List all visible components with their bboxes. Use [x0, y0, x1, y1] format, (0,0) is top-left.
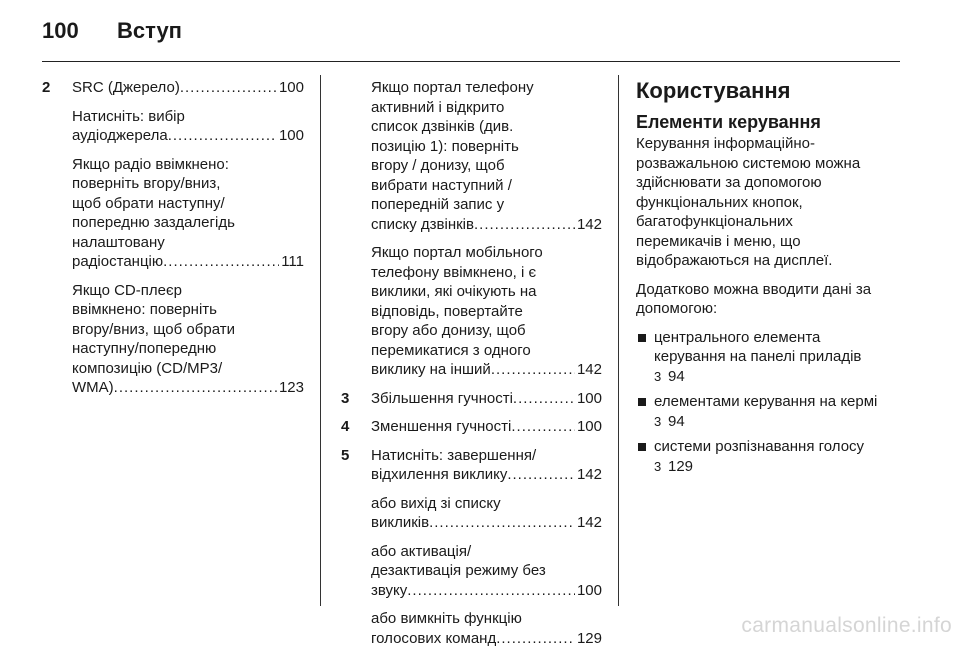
text-line: вибрати наступний /	[371, 176, 512, 194]
entry-paragraph	[72, 78, 304, 98]
text-line: здійснювати за допомогою	[636, 174, 822, 191]
page-reference-link[interactable]	[654, 367, 685, 387]
leader-dots	[507, 465, 575, 485]
cross-reference-arrow-icon: 3	[654, 368, 662, 384]
page-ref: 142	[576, 361, 602, 378]
bullet-square-icon	[638, 443, 646, 451]
cross-reference-arrow-icon: 3	[654, 458, 662, 474]
entry-paragraph	[371, 243, 602, 380]
text-line: попередній запис у	[371, 196, 505, 213]
toc-link[interactable]	[72, 252, 304, 272]
text-line: ввімкнено: поверніть	[72, 301, 217, 318]
entry-number: 4	[341, 418, 350, 435]
page-ref: 142	[576, 215, 602, 233]
text-line: функціональних кнопок,	[636, 193, 803, 211]
link-text: викликів	[371, 514, 430, 531]
leader-dots	[407, 581, 575, 601]
leader-dots	[511, 417, 575, 437]
text-line: розважальною системою можна	[636, 154, 861, 172]
page-ref: 142	[576, 514, 602, 531]
page-ref: 129	[668, 457, 694, 475]
text-line: налаштовану	[72, 233, 165, 251]
page-ref: 100	[278, 79, 304, 96]
page-ref: 100	[576, 418, 602, 435]
page-reference-link[interactable]	[654, 457, 693, 477]
toc-link[interactable]	[371, 465, 602, 485]
entry-number: 2	[42, 79, 51, 96]
entry-number: 3	[341, 389, 350, 407]
section-title: Користування	[636, 78, 791, 103]
page-ref: 111	[281, 253, 304, 270]
bullet-square-icon	[638, 398, 646, 406]
entry-paragraph	[371, 542, 602, 601]
text-line: вгору / донизу, щоб	[371, 157, 505, 174]
page-ref: 123	[278, 379, 304, 396]
toc-link[interactable]	[371, 513, 602, 533]
toc-entry	[341, 417, 602, 437]
text-line: телефону ввімкнено, і є	[371, 263, 537, 281]
page-ref: 142	[576, 466, 602, 483]
toc-link[interactable]	[371, 360, 602, 380]
entry-paragraph	[72, 107, 304, 146]
text-line: або вимкніть функцію	[371, 610, 522, 627]
text-line: відповідь, повертайте	[371, 302, 523, 320]
entry-paragraph	[72, 281, 304, 398]
bullet-item	[636, 392, 900, 431]
toc-link[interactable]	[371, 215, 602, 235]
text-line: багатофункціональних	[636, 213, 793, 230]
text-line: поверніть вгору/вниз,	[72, 175, 221, 192]
text-line: перемикатися з одного	[371, 341, 531, 359]
text-line: центрального елемента	[654, 328, 821, 346]
text-line: елементами керування на кермі	[654, 393, 878, 410]
toc-link[interactable]	[371, 417, 602, 437]
input-paragraph	[636, 280, 900, 319]
page-ref: 100	[576, 581, 602, 599]
header-divider	[42, 61, 900, 62]
entry-paragraph	[371, 609, 602, 648]
text-line: відображаються на дисплеї.	[636, 252, 833, 269]
leader-dots	[491, 360, 575, 380]
text-line: композицію (CD/MP3/	[72, 359, 223, 377]
link-text: WMA)	[72, 379, 114, 396]
subsection-title: Елементи керування	[636, 112, 821, 132]
intro-paragraph	[636, 134, 900, 271]
toc-entry	[341, 446, 602, 649]
column-1	[42, 78, 304, 407]
page-ref: 100	[278, 127, 304, 144]
link-text: голосових команд	[371, 629, 497, 647]
entry-paragraph	[371, 417, 602, 437]
text-line: виклики, які очікують на	[371, 283, 537, 300]
leader-dots	[474, 215, 575, 235]
page-number: 100	[42, 18, 79, 43]
column-divider-2	[618, 75, 619, 606]
text-line: Якщо портал мобільного	[371, 244, 543, 261]
link-text: списку дзвінків	[371, 215, 474, 233]
text-line: системи розпізнавання голосу	[654, 438, 865, 455]
text-line: або вихід зі списку	[371, 494, 501, 512]
page-ref: 94	[668, 412, 685, 430]
cross-reference-arrow-icon: 3	[654, 413, 662, 429]
toc-link[interactable]	[371, 389, 602, 409]
text-line: Натисніть: вибір	[72, 107, 185, 125]
toc-link[interactable]	[72, 378, 304, 398]
toc-link[interactable]	[72, 126, 304, 146]
bullet-item	[636, 437, 900, 476]
text-line: Натисніть: завершення/	[371, 446, 537, 464]
leader-dots	[114, 378, 277, 398]
leader-dots	[168, 126, 277, 146]
entry-paragraph	[371, 389, 602, 409]
column-3	[636, 78, 900, 482]
page-ref: 100	[576, 389, 602, 407]
entry-paragraph	[371, 78, 602, 234]
text-line: або активація/	[371, 542, 472, 560]
text-line: дезактивація режиму без	[371, 562, 546, 579]
toc-link[interactable]	[72, 78, 304, 98]
entry-number: 5	[341, 446, 350, 464]
text-line: список дзвінків (див.	[371, 118, 514, 135]
page-ref: 129	[576, 629, 602, 647]
toc-link[interactable]	[371, 581, 602, 601]
text-line: перемикачів і меню, що	[636, 232, 801, 250]
link-text: SRC (Джерело)	[72, 79, 180, 96]
entry-paragraph	[371, 446, 602, 485]
text-line: Якщо CD-плеєр	[72, 281, 182, 299]
column-divider-1	[320, 75, 321, 606]
page-reference-link[interactable]	[654, 412, 685, 432]
text-line: Якщо радіо ввімкнено:	[72, 155, 229, 173]
link-text: аудіоджерела	[72, 127, 168, 144]
text-line: попередню заздалегідь	[72, 214, 235, 231]
text-line: наступну/попередню	[72, 340, 217, 357]
leader-dots	[496, 629, 575, 649]
toc-entry	[341, 78, 602, 380]
toc-entry	[341, 389, 602, 409]
text-line: керування на панелі приладів	[654, 348, 862, 365]
link-text: радіостанцію	[72, 253, 164, 270]
leader-dots	[180, 78, 277, 98]
entry-paragraph	[72, 155, 304, 272]
bullet-list	[636, 328, 900, 477]
page-ref: 94	[668, 367, 685, 385]
text-line: Якщо портал телефону	[371, 79, 534, 96]
leader-dots	[163, 252, 279, 272]
entry-paragraph	[371, 494, 602, 533]
text-line: допомогою:	[636, 300, 718, 317]
text-line: активний і відкрито	[371, 98, 505, 116]
column-2	[341, 78, 602, 657]
link-text: звуку	[371, 581, 408, 599]
text-line: позицію 1): поверніть	[371, 137, 519, 155]
chapter-title: Вступ	[117, 18, 182, 43]
text-line: вгору або донизу, щоб	[371, 322, 526, 339]
bullet-square-icon	[638, 334, 646, 342]
text-line: щоб обрати наступну/	[72, 194, 225, 212]
link-text: Зменшення гучності	[371, 418, 512, 435]
link-text: виклику на інший	[371, 361, 491, 378]
bullet-item	[636, 328, 900, 387]
leader-dots	[513, 389, 575, 409]
leader-dots	[429, 513, 575, 533]
text-line: Керування інформаційно-	[636, 135, 815, 152]
link-text: відхилення виклику	[371, 466, 508, 483]
text-line: вгору/вниз, щоб обрати	[72, 320, 235, 338]
watermark: carmanualsonline.info	[741, 614, 952, 637]
toc-link[interactable]	[371, 629, 602, 649]
toc-entry	[42, 78, 304, 398]
link-text: Збільшення гучності	[371, 389, 513, 407]
text-line: Додатково можна вводити дані за	[636, 280, 872, 298]
